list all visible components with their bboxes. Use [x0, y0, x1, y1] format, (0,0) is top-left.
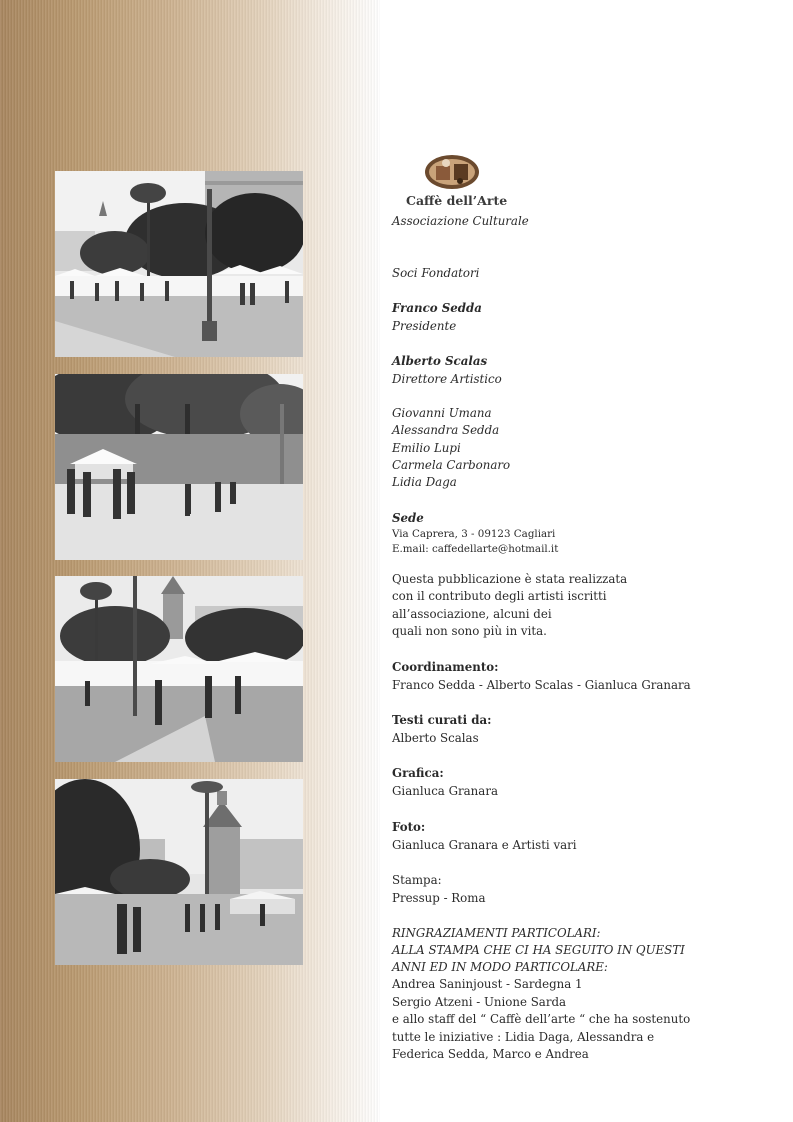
photos-label: Foto:	[392, 820, 426, 834]
cafe-emblem-icon	[424, 154, 480, 190]
member-name: Lidia Daga	[392, 475, 457, 489]
member-name: Emilio Lupi	[392, 441, 461, 455]
intro-line: con il contributo degli artisti iscritti	[392, 589, 607, 603]
seat-heading: Sede	[392, 511, 424, 525]
intro-line: Questa pubblicazione è stata realizzata	[392, 572, 628, 586]
graphics-label: Grafica:	[392, 766, 444, 780]
thanks-line: Andrea Saninjoust - Sardegna 1	[392, 977, 583, 991]
graphics-value: Gianluca Granara	[392, 784, 498, 798]
thanks-line: tutte le iniziative : Lidia Daga, Alessandra e	[392, 1030, 655, 1044]
association-subtitle: Associazione Culturale	[392, 214, 529, 228]
member-name: Alessandra Sedda	[392, 423, 500, 437]
thanks-heading-line: ALLA STAMPA CHE CI HA SEGUITO IN QUESTI	[392, 943, 685, 957]
art-director-name: Alberto Scalas	[392, 354, 488, 368]
coordination-value: Franco Sedda - Alberto Scalas - Gianluca Granara	[392, 678, 691, 692]
logo-name: Caffè dell’Arte	[406, 193, 508, 208]
member-name: Giovanni Umana	[392, 406, 492, 420]
thanks-heading-line: ANNI ED IN MODO PARTICOLARE:	[392, 960, 608, 974]
seat-email: E.mail: caffedellarte@hotmail.it	[392, 543, 559, 555]
intro-line: all’associazione, alcuni dei	[392, 607, 552, 621]
coordination-label: Coordinamento:	[392, 660, 499, 674]
founders-heading: Soci Fondatori	[392, 266, 480, 280]
photo-market-square-3	[55, 576, 303, 762]
print-value: Pressup - Roma	[392, 891, 486, 905]
intro-line: quali non sono più in vita.	[392, 624, 547, 638]
seat-address: Via Caprera, 3 - 09123 Cagliari	[392, 528, 556, 540]
member-name: Carmela Carbonaro	[392, 458, 511, 472]
art-director-role: Direttore Artistico	[392, 372, 502, 386]
thanks-line: Sergio Atzeni - Unione Sarda	[392, 995, 567, 1009]
president-name: Franco Sedda	[392, 301, 482, 315]
photo-market-square-2	[55, 374, 303, 560]
thanks-heading-line: RINGRAZIAMENTI PARTICOLARI:	[392, 926, 601, 940]
thanks-line: Federica Sedda, Marco e Andrea	[392, 1047, 589, 1061]
texts-label: Testi curati da:	[392, 713, 492, 727]
photos-value: Gianluca Granara e Artisti vari	[392, 838, 577, 852]
president-role: Presidente	[392, 319, 457, 333]
photo-market-square-4	[55, 779, 303, 965]
association-logo	[402, 154, 512, 214]
print-label: Stampa:	[392, 873, 442, 887]
thanks-line: e allo staff del “ Caffè dell’arte “ che ha sostenuto	[392, 1012, 691, 1026]
texts-value: Alberto Scalas	[392, 731, 479, 745]
photo-market-square-1	[55, 171, 303, 357]
